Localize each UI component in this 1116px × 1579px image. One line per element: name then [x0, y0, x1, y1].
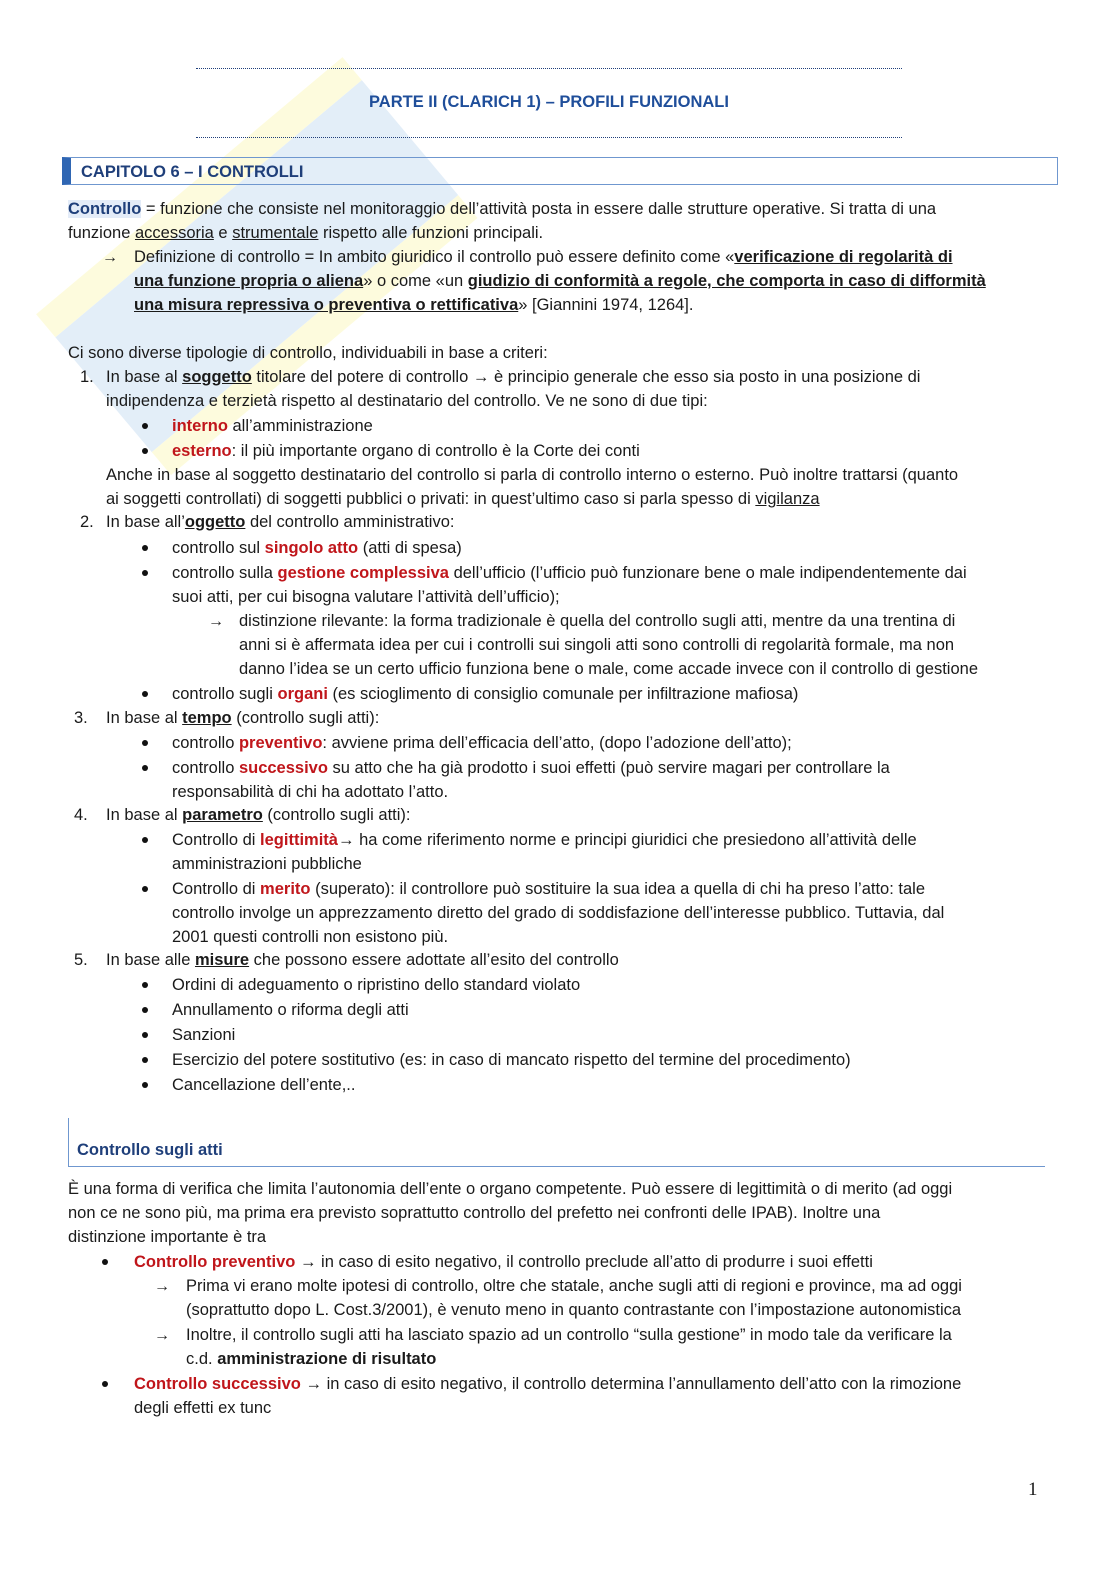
list-item: Ordini di adeguamento o ripristino dello standard violato — [172, 976, 581, 994]
bottom-dotted-rule — [196, 137, 902, 138]
list-item: Annullamento o riforma degli atti — [172, 1001, 409, 1019]
definition-line-3: una misura repressiva o preventiva o rettificativa» [Giannini 1974, 1264]. — [134, 296, 694, 314]
list-item: controllo successivo su atto che ha già prodotto i suoi effetti (può servire magari per controllare la — [172, 759, 890, 777]
bullet-icon — [142, 740, 148, 746]
list-number: 5. — [74, 951, 88, 969]
list-item: controllo sugli organi (es scioglimento di consiglio comunale per infiltrazione mafiosa) — [172, 685, 799, 703]
sub-item-line-3: Inoltre, il controllo sugli atti ha lasciato spazio ad un controllo “sulla gestione” in modo tale da verificare la — [186, 1326, 952, 1344]
list-item: Controllo successivo → in caso di esito negativo, il controllo determina l’annullamento dell’atto con la rimozione — [134, 1375, 962, 1393]
sub-item-line-3: danno l’idea se un certo ufficio funziona bene o male, come accade invece con il controllo di gestione — [239, 660, 978, 678]
list-number: 3. — [74, 709, 88, 727]
section-heading — [68, 1118, 1045, 1167]
part-title: PARTE II (CLARICH 1) – PROFILI FUNZIONALI — [369, 93, 729, 111]
bullet-icon — [142, 691, 148, 697]
arrow-icon: → — [305, 1375, 322, 1393]
arrow-icon: → — [208, 613, 224, 630]
criterion-4-line-1: In base al parametro (controllo sugli atti): — [106, 806, 411, 824]
bullet-icon — [142, 1057, 148, 1063]
section-paragraph-line-2: non ce ne sono più, ma prima era previsto soprattutto controllo del prefetto nei confronti delle IPAB). Inoltre una — [68, 1204, 881, 1222]
sub-item-line-4: c.d. amministrazione di risultato — [186, 1350, 437, 1368]
section-paragraph-line-1: È una forma di verifica che limita l’autonomia dell’ente o organo competente. Può essere di legittimità o di merito (ad oggi — [68, 1180, 953, 1198]
list-item: interno all’amministrazione — [172, 417, 373, 435]
bullet-icon — [142, 423, 148, 429]
bullet-icon — [142, 448, 148, 454]
criterion-3-line-1: In base al tempo (controllo sugli atti): — [106, 709, 380, 727]
list-item-continuation: responsabilità di chi ha adottato l’atto. — [172, 783, 449, 801]
sub-item-line-1: Prima vi erano molte ipotesi di controllo, oltre che statale, anche sugli atti di regioni e province, ma ad oggi — [186, 1277, 962, 1295]
arrow-icon: → — [154, 1327, 170, 1344]
sub-item-line-2: anni si è affermata idea per cui i controlli sui singoli atti sono controlli di regolarità formale, ma non — [239, 636, 955, 654]
bullet-icon — [142, 1032, 148, 1038]
top-dotted-rule — [196, 68, 902, 69]
list-number: 1. — [80, 368, 94, 386]
sub-item-line-1: distinzione rilevante: la forma tradizionale è quella del controllo sugli atti, mentre da una trentina di — [239, 612, 956, 630]
intro-line-2: funzione accessoria e strumentale rispetto alle funzioni principali. — [68, 224, 544, 242]
list-item-continuation: degli effetti ex tunc — [134, 1399, 272, 1417]
criterion-1-line-2: indipendenza e terzietà rispetto al destinatario del controllo. Ve ne sono di due tipi: — [106, 392, 708, 410]
list-item-continuation: suoi atti, per cui bisogna valutare l’attività dell’ufficio); — [172, 588, 560, 606]
bullet-icon — [102, 1381, 108, 1387]
list-item: Sanzioni — [172, 1026, 236, 1044]
bullet-icon — [142, 837, 148, 843]
list-item-continuation: 2001 questi controlli non esistono più. — [172, 928, 449, 946]
page-number: 1 — [1028, 1479, 1038, 1500]
list-item: controllo sul singolo atto (atti di spesa) — [172, 539, 462, 557]
chapter-heading — [62, 157, 1058, 185]
list-item: Controllo di legittimità→ ha come riferimento norme e principi giuridici che presiedono all’attività delle — [172, 831, 917, 849]
list-item: Esercizio del potere sostitutivo (es: in caso di mancato rispetto del termine del procedimento) — [172, 1051, 851, 1069]
intro-line-1: Controllo = funzione che consiste nel monitoraggio dell’attività posta in essere dalle strutture operative. Si tratta di una — [68, 200, 937, 218]
criterion-2-line-1: In base all’oggetto del controllo amministrativo: — [106, 513, 455, 531]
bullet-icon — [142, 765, 148, 771]
types-intro: Ci sono diverse tipologie di controllo, individuabili in base a criteri: — [68, 344, 548, 362]
list-item: controllo preventivo: avviene prima dell’efficacia dell’atto, (dopo l’adozione dell’atto); — [172, 734, 792, 752]
criterion-1-note-1: Anche in base al soggetto destinatario del controllo si parla di controllo interno o esterno. Può inoltre trattarsi (quanto — [106, 466, 959, 484]
arrow-icon: → — [102, 249, 118, 266]
arrow-icon: → — [299, 1253, 317, 1271]
bullet-icon — [142, 1082, 148, 1088]
criterion-5-line-1: In base alle misure che possono essere adottate all’esito del controllo — [106, 951, 619, 969]
bullet-icon — [102, 1259, 108, 1265]
arrow-icon: → — [154, 1278, 170, 1295]
list-item-continuation: controllo involge un apprezzamento diretto del grado di soddisfazione dell’interesse pubblico. Tuttavia, dal — [172, 904, 945, 922]
list-number: 2. — [80, 513, 94, 531]
arrow-icon: → — [472, 368, 490, 386]
list-item: Controllo di merito (superato): il controllore può sostituire la sua idea a quella di chi ha preso l’atto: tale — [172, 880, 925, 898]
list-item: Controllo preventivo → in caso di esito negativo, il controllo preclude all’atto di produrre i suoi effetti — [134, 1253, 873, 1271]
bullet-icon — [142, 570, 148, 576]
list-item: Cancellazione dell’ente,.. — [172, 1076, 356, 1094]
bullet-icon — [142, 886, 148, 892]
definition-line-2: una funzione propria o aliena» o come «un giudizio di conformità a regole, che comporta in caso di difformità — [134, 272, 986, 290]
section-title: Controllo sugli atti — [77, 1141, 223, 1159]
bullet-icon — [142, 545, 148, 551]
criterion-1-note-2: ai soggetti controllati) di soggetti pubblici o privati: in quest’ultimo caso si parla spesso di vigilanza — [106, 490, 820, 508]
chapter-title: CAPITOLO 6 – I CONTROLLI — [81, 163, 304, 181]
arrow-icon: → — [337, 831, 355, 849]
bullet-icon — [142, 982, 148, 988]
list-item: controllo sulla gestione complessiva dell’ufficio (l’ufficio può funzionare bene o male indipendentemente dai — [172, 564, 967, 582]
list-number: 4. — [74, 806, 88, 824]
definition-line-1: Definizione di controllo = In ambito giuridico il controllo può essere definito come «verificazione di regolarità di — [134, 248, 953, 266]
sub-item-line-2: (soprattutto dopo L. Cost.3/2001), è venuto meno in quanto contrastante con l’impostazione autonomistica — [186, 1301, 962, 1319]
section-paragraph-line-3: distinzione importante è tra — [68, 1228, 267, 1246]
list-item: esterno: il più importante organo di controllo è la Corte dei conti — [172, 442, 640, 460]
criterion-1-line-1: In base al soggetto titolare del potere di controllo → è principio generale che esso sia posto in una posizione di — [106, 368, 921, 386]
list-item-continuation: amministrazioni pubbliche — [172, 855, 362, 873]
bullet-icon — [142, 1007, 148, 1013]
